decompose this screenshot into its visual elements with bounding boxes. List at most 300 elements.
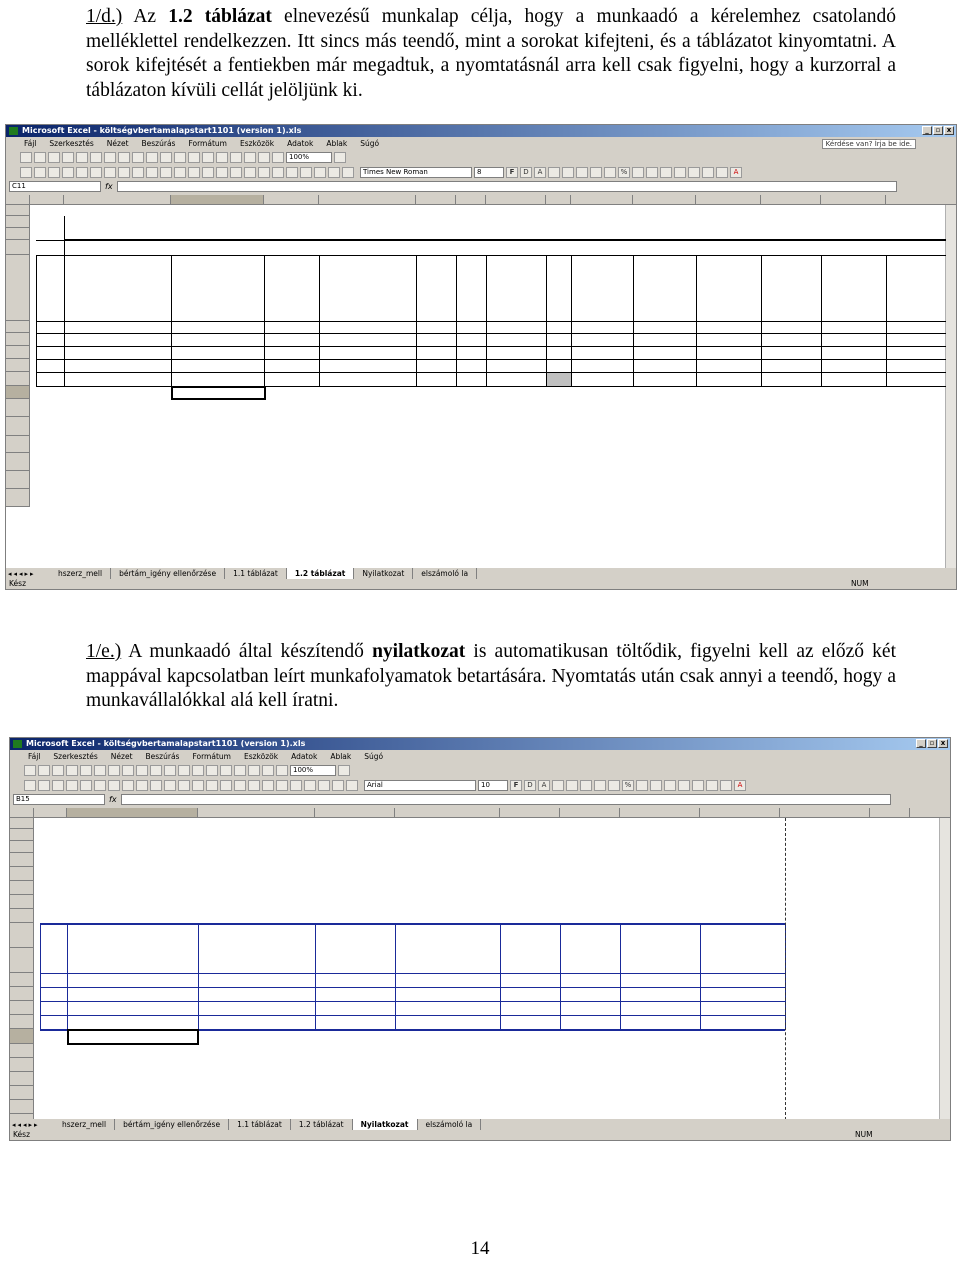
toolbar-icon[interactable] [174,167,186,178]
autosum-icon[interactable] [220,765,232,776]
grid-line [198,923,199,1029]
bold-icon[interactable]: F [506,167,518,178]
copy-icon[interactable] [132,152,144,163]
column-header[interactable] [198,808,315,818]
row-header[interactable] [6,489,30,507]
column-header[interactable] [761,195,821,205]
toolbar-icon[interactable] [76,167,88,178]
total-shading [546,372,571,386]
drawing-icon[interactable] [276,765,288,776]
row-header[interactable] [10,1072,34,1086]
merge-center-icon[interactable] [594,780,606,791]
row-header[interactable] [10,1086,34,1100]
column-header[interactable] [34,808,67,818]
fill-color-icon[interactable] [720,780,732,791]
row-header[interactable] [6,372,30,386]
row-header[interactable] [10,923,34,948]
select-all-corner[interactable] [10,808,34,818]
paste-icon[interactable] [150,765,162,776]
menu-bar [6,137,956,150]
font-select[interactable]: Arial [364,780,476,791]
sheet-tab[interactable]: 1.1 táblázat [225,568,287,579]
sheet-tabs [10,1119,950,1130]
grid-line [64,216,65,386]
row-header[interactable] [10,818,34,829]
toolbar-icon[interactable] [150,780,162,791]
toolbar-icon[interactable] [300,167,312,178]
align-center-icon[interactable] [562,167,574,178]
fill-color-icon[interactable] [716,167,728,178]
toolbar-icon[interactable] [328,167,340,178]
format-painter-icon[interactable] [164,765,176,776]
page-number: 14 [470,1238,490,1259]
menu-bar [10,750,950,763]
thousands-icon[interactable] [636,780,648,791]
percent-icon[interactable]: % [618,167,630,178]
sheet-tab[interactable]: 1.2 táblázat [291,1119,353,1130]
column-header[interactable] [456,195,486,205]
column-header[interactable] [319,195,416,205]
grid-line [36,255,946,256]
borders-icon[interactable] [702,167,714,178]
toolbar-icon[interactable] [248,780,260,791]
toolbar-icon[interactable] [276,780,288,791]
close-icon[interactable]: x [938,739,948,748]
help-icon[interactable] [334,152,346,163]
underline-icon[interactable]: A [538,780,550,791]
grid-line [696,255,697,386]
active-cell[interactable] [171,386,266,400]
page-break-line [785,818,786,1120]
toolbar-icon[interactable] [20,167,32,178]
print-preview-icon[interactable] [94,765,106,776]
grid-line [36,359,946,360]
fx-icon[interactable]: fx [105,182,113,191]
formatting-toolbar [10,778,950,793]
align-center-icon[interactable] [566,780,578,791]
open-icon[interactable] [34,152,46,163]
sheet-tab[interactable]: elszámoló la [413,568,477,579]
name-box[interactable]: B15 [13,794,105,805]
sort-desc-icon[interactable] [244,152,256,163]
excel-icon [9,127,18,135]
formatting-toolbar [6,165,956,180]
sheet-tab[interactable]: hszerz_mell [54,1119,115,1130]
status-text: Kész [13,1130,31,1139]
toolbar-icon[interactable] [122,780,134,791]
grid-line [64,240,946,241]
grid-line [500,923,501,1029]
menu-item[interactable]: Beszúrás [141,139,176,148]
permission-icon[interactable] [62,152,74,163]
restore-icon[interactable]: ▫ [933,126,943,135]
row-header[interactable] [6,228,30,240]
worksheet-grid[interactable] [6,195,957,569]
toolbar-icon[interactable] [286,167,298,178]
toolbar-icon[interactable] [118,167,130,178]
row-header[interactable] [6,417,30,436]
menu-item[interactable]: Formátum [192,752,231,761]
column-header[interactable] [560,808,620,818]
toolbar-icon[interactable] [342,167,354,178]
column-header[interactable] [500,808,560,818]
toolbar-icon[interactable] [314,167,326,178]
save-icon[interactable] [52,765,64,776]
chart-icon[interactable] [258,152,270,163]
italic-icon[interactable]: D [520,167,532,178]
toolbar-icon[interactable] [160,167,172,178]
grid-line [36,346,946,347]
help-icon[interactable] [338,765,350,776]
column-header[interactable] [620,808,700,818]
grid-line [546,255,547,386]
open-icon[interactable] [38,765,50,776]
column-header[interactable] [64,195,171,205]
toolbar-icon[interactable] [220,780,232,791]
grid-line [171,255,172,386]
column-header[interactable] [780,808,870,818]
menu-item[interactable]: Ablak [326,139,348,148]
row-header[interactable] [10,987,34,1001]
toolbar-icon[interactable] [62,167,74,178]
toolbar-icon[interactable] [258,167,270,178]
window-title: Microsoft Excel - költségvbertamalapstart1101 (version 1).xls [22,126,302,135]
row-header[interactable] [10,829,34,841]
drawing-icon[interactable] [272,152,284,163]
row-header[interactable] [10,1058,34,1072]
toolbar-icon[interactable] [230,167,242,178]
grid-line [36,333,946,334]
toolbar-icon[interactable] [164,780,176,791]
font-color-icon[interactable]: A [730,167,742,178]
toolbar-icon[interactable] [108,780,120,791]
decrease-decimal-icon[interactable] [660,167,672,178]
print-preview-icon[interactable] [90,152,102,163]
menu-item[interactable]: Ablak [330,752,352,761]
column-header[interactable] [571,195,633,205]
toolbar-icon[interactable] [262,780,274,791]
row-header[interactable] [6,321,30,333]
toolbar-icon[interactable] [332,780,344,791]
redo-icon[interactable] [192,765,204,776]
toolbar-icon[interactable] [206,780,218,791]
toolbar-icon[interactable] [346,780,358,791]
row-header[interactable] [6,386,30,399]
copy-icon[interactable] [136,765,148,776]
toolbar-icon[interactable] [90,167,102,178]
save-icon[interactable] [48,152,60,163]
decrease-decimal-icon[interactable] [664,780,676,791]
menu-item[interactable]: Nézet [110,752,133,761]
sheet-tab[interactable]: bértám_igény ellenőrzése [115,1119,229,1130]
toolbar-icon[interactable] [146,167,158,178]
formula-input[interactable] [121,794,891,805]
row-header[interactable] [10,909,34,923]
menu-item[interactable]: Súgó [364,752,384,761]
row-header[interactable] [6,240,30,255]
toolbar-icon[interactable] [244,167,256,178]
spelling-icon[interactable] [108,765,120,776]
sheet-tab[interactable]: 1.1 táblázat [229,1119,291,1130]
outdent-icon[interactable] [678,780,690,791]
print-icon[interactable] [76,152,88,163]
column-header[interactable] [30,195,64,205]
grid-line [40,973,785,974]
menu-item[interactable]: Formátum [188,139,227,148]
row-header[interactable] [6,255,30,321]
align-right-icon[interactable] [576,167,588,178]
toolbar-icon[interactable] [188,167,200,178]
format-painter-icon[interactable] [160,152,172,163]
close-icon[interactable]: x [944,126,954,135]
spelling-icon[interactable] [104,152,116,163]
toolbar-icon[interactable] [34,167,46,178]
column-header[interactable] [67,808,198,818]
row-header[interactable] [6,333,30,346]
row-header[interactable] [10,895,34,909]
window-title: Microsoft Excel - költségvbertamalapstart1101 (version 1).xls [26,739,306,748]
column-header[interactable] [416,195,456,205]
column-header[interactable] [696,195,761,205]
toolbar-icon[interactable] [192,780,204,791]
row-header[interactable] [10,973,34,987]
row-header[interactable] [10,1029,34,1044]
menu-item[interactable]: Adatok [287,139,314,148]
toolbar-icon[interactable] [48,167,60,178]
sort-desc-icon[interactable] [248,765,260,776]
section-label: 1/d.) [86,6,123,27]
align-right-icon[interactable] [580,780,592,791]
row-header[interactable] [10,1015,34,1029]
thousands-icon[interactable] [632,167,644,178]
outdent-icon[interactable] [674,167,686,178]
standard-toolbar [6,150,956,165]
font-color-icon[interactable]: A [734,780,746,791]
restore-icon[interactable]: ▫ [927,739,937,748]
row-header[interactable] [10,867,34,881]
row-header[interactable] [10,881,34,895]
column-header[interactable] [315,808,395,818]
menu-item[interactable]: Eszközök [243,752,279,761]
column-header[interactable] [171,195,264,205]
formula-bar [6,180,956,193]
grid-line [633,255,634,386]
font-size-select[interactable]: 10 [478,780,508,791]
column-header[interactable] [910,808,951,818]
grid-line [40,923,785,925]
sheet-tab[interactable]: bértám_igény ellenőrzése [111,568,225,579]
new-icon[interactable] [24,765,36,776]
italic-icon[interactable]: D [524,780,536,791]
increase-decimal-icon[interactable] [646,167,658,178]
help-box[interactable]: Kérdése van? Írja be ide. [822,139,916,149]
toolbar-icon[interactable] [80,780,92,791]
column-header[interactable] [633,195,696,205]
indent-icon[interactable] [688,167,700,178]
sheet-tab[interactable]: Nyilatkozat [354,568,413,579]
row-header[interactable] [6,346,30,359]
menu-item[interactable]: Szerkesztés [53,752,98,761]
excel-icon [13,740,22,748]
sheet-tab[interactable]: Nyilatkozat [353,1119,418,1130]
row-header[interactable] [6,399,30,417]
column-header[interactable] [486,195,546,205]
toolbar-icon[interactable] [66,780,78,791]
excel-window-1 [5,124,957,590]
column-header[interactable] [870,808,910,818]
fx-icon[interactable]: fx [109,795,117,804]
column-header[interactable] [886,195,957,205]
menu-item[interactable]: Nézet [106,139,129,148]
row-header[interactable] [10,1100,34,1114]
hyperlink-icon[interactable] [206,765,218,776]
hyperlink-icon[interactable] [202,152,214,163]
column-header[interactable] [821,195,886,205]
minimize-icon[interactable]: _ [922,126,932,135]
formula-input[interactable] [117,181,897,192]
declaration-highlight: nyilatkozat [372,641,466,662]
toolbar-icon[interactable] [132,167,144,178]
vertical-scrollbar[interactable] [945,205,957,569]
row-header[interactable] [6,359,30,372]
cut-icon[interactable] [122,765,134,776]
toolbar-icon[interactable] [234,780,246,791]
column-header[interactable] [395,808,500,818]
row-header[interactable] [6,205,30,216]
underline-icon[interactable]: A [534,167,546,178]
toolbar-icon[interactable] [178,780,190,791]
tab-scroll-buttons[interactable]: ◂◂◂▸▸ [8,569,36,578]
grid-line [486,255,487,386]
grid-line [560,923,561,1029]
font-select[interactable]: Times New Roman [360,167,472,178]
toolbar-icon[interactable] [290,780,302,791]
grid-line [36,372,946,373]
menu-item[interactable]: Adatok [291,752,318,761]
menu-item[interactable]: Eszközök [239,139,275,148]
paste-icon[interactable] [146,152,158,163]
merge-center-icon[interactable] [590,167,602,178]
grid-line [456,255,457,386]
currency-icon[interactable] [604,167,616,178]
menu-item[interactable]: Szerkesztés [49,139,94,148]
toolbar-icon[interactable] [272,167,284,178]
permission-icon[interactable] [66,765,78,776]
grid-line [886,255,887,386]
grid-line [315,923,316,1029]
title-bar [10,738,950,750]
cut-icon[interactable] [118,152,130,163]
name-box[interactable]: C11 [9,181,101,192]
grid-line [40,923,41,1029]
sheet-tab[interactable]: 1.2 táblázat [287,568,355,579]
toolbar-icon[interactable] [104,167,116,178]
align-left-icon[interactable] [552,780,564,791]
indent-icon[interactable] [692,780,704,791]
chart-icon[interactable] [262,765,274,776]
row-header[interactable] [10,853,34,867]
column-header[interactable] [700,808,780,818]
row-header[interactable] [6,436,30,453]
tab-scroll-buttons[interactable]: ◂◂◂▸▸ [12,1120,40,1129]
undo-icon[interactable] [178,765,190,776]
row-header[interactable] [10,1001,34,1015]
row-header[interactable] [10,948,34,973]
sheet-tabs [6,568,956,579]
grid-line [67,923,68,1029]
currency-icon[interactable] [608,780,620,791]
grid-line [40,1015,785,1016]
sheet-tab[interactable]: hszerz_mell [50,568,111,579]
column-header[interactable] [546,195,571,205]
borders-icon[interactable] [706,780,718,791]
toolbar-icon[interactable] [136,780,148,791]
minimize-icon[interactable]: _ [916,739,926,748]
vertical-scrollbar[interactable] [939,818,951,1120]
percent-icon[interactable]: % [622,780,634,791]
row-header[interactable] [10,841,34,853]
select-all-corner[interactable] [6,195,30,205]
sort-asc-icon[interactable] [234,765,246,776]
formula-bar [10,793,950,806]
num-lock-indicator: NUM [855,1130,873,1139]
undo-icon[interactable] [174,152,186,163]
active-cell[interactable] [67,1029,199,1045]
grid-line [821,255,822,386]
increase-decimal-icon[interactable] [650,780,662,791]
grid-line [761,255,762,386]
row-header[interactable] [6,471,30,489]
grid-line [700,923,701,1029]
excel-window-2 [9,737,951,1141]
worksheet-grid[interactable] [10,808,951,1120]
column-header[interactable] [264,195,319,205]
row-header[interactable] [6,453,30,471]
standard-toolbar [10,763,950,778]
print-icon[interactable] [80,765,92,776]
autosum-icon[interactable] [216,152,228,163]
row-header[interactable] [6,216,30,228]
bold-icon[interactable]: F [510,780,522,791]
toolbar-icon[interactable] [38,780,50,791]
status-text: Kész [9,579,27,588]
font-size-select[interactable]: 8 [474,167,504,178]
menu-item[interactable]: Beszúrás [145,752,180,761]
grid-line [36,321,946,322]
toolbar-icon[interactable] [304,780,316,791]
sort-asc-icon[interactable] [230,152,242,163]
section-label: 1/e.) [86,641,122,662]
toolbar-icon[interactable] [216,167,228,178]
menu-item[interactable]: Súgó [360,139,380,148]
zoom-select[interactable]: 100% [286,152,332,163]
menu-item[interactable]: Fájl [24,139,37,148]
redo-icon[interactable] [188,152,200,163]
toolbar-icon[interactable] [318,780,330,791]
menu-item[interactable]: Fájl [28,752,41,761]
grid-line [319,255,320,386]
toolbar-icon[interactable] [94,780,106,791]
grid-line [395,923,396,1029]
align-left-icon[interactable] [548,167,560,178]
toolbar-icon[interactable] [24,780,36,791]
toolbar-icon[interactable] [202,167,214,178]
new-icon[interactable] [20,152,32,163]
zoom-select[interactable]: 100% [290,765,336,776]
sheet-tab[interactable]: elszámoló la [418,1119,482,1130]
toolbar-icon[interactable] [52,780,64,791]
row-header[interactable] [10,1044,34,1058]
